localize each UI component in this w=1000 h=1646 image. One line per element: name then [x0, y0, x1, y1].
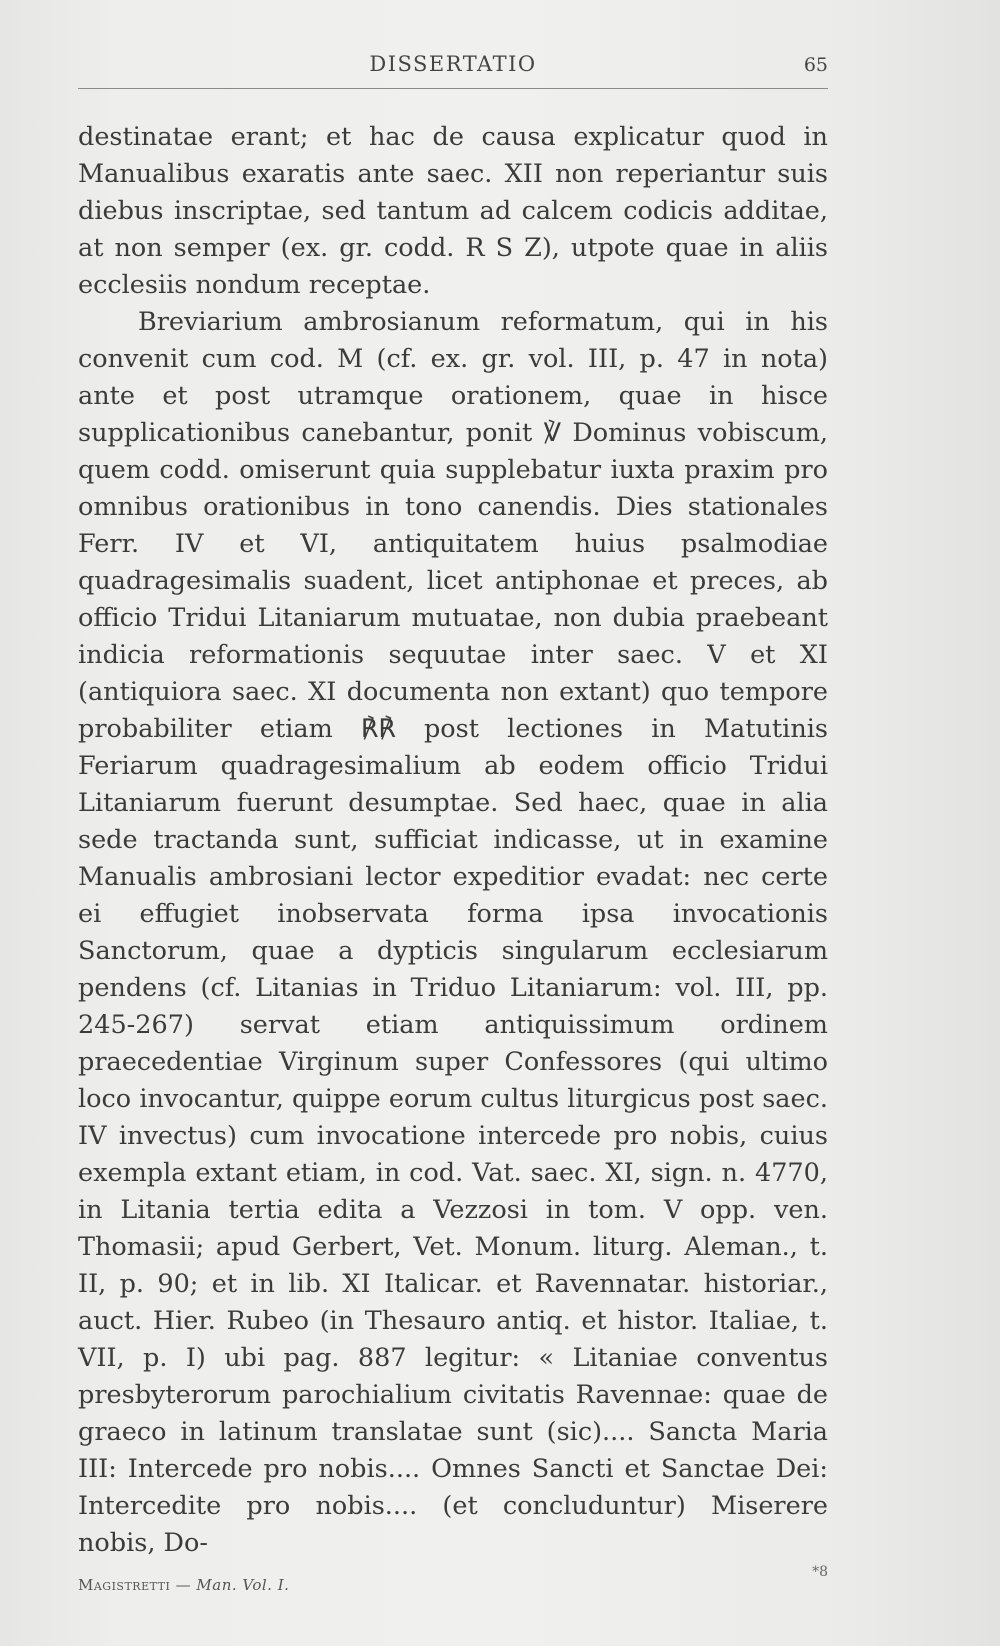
paragraph-2: Breviarium ambrosianum reformatum, qui in his convenit cum cod. M (cf. ex. gr. vol. III, p. 47 in nota) ante et post utramque orationem, quae in hisce supplicationibus canebantur, ponit ℣ Dominus vobiscum, quem codd. omiserunt quia supplebatur iuxta praxim pro omnibus orationibus in tono canendis. Dies stationales Ferr. IV et VI, antiquitatem huius psalmodiae quadragesimalis suadent, licet antiphonae et preces, ab officio Tridui Litaniarum mutuatae, non dubia praebeant indicia reformationis sequutae inter saec. V et XI (antiquiora saec. XI documenta non extant) quo tempore probabiliter etiam ℟℟ post lectiones in Matutinis Feriarum quadragesimalium ab eodem officio Tridui Litaniarum fuerunt desumptae. Sed haec, quae in alia sede tractanda sunt, sufficiat indicasse, ut in examine Manualis ambrosiani lector expeditior evadat: nec certe ei effugiet inobservata forma ipsa invocationis Sanctorum, quae a dypticis singularum ecclesiarum pendens (cf. Litanias in Triduo Litaniarum: vol. III, pp. 245-267) servat etiam antiquissimum ordinem praecedentiae Virginum super Confessores (qui ultimo loco invocantur, quippe eorum cultus liturgicus post saec. IV invectus) cum invocatione intercede pro nobis, cuius exempla extant etiam, in cod. Vat. saec. XI, sign. n. 4770, in Litania tertia edita a Vezzosi in tom. V opp. ven. Thomasii; apud Gerbert, Vet. Monum. liturg. Aleman., t. II, p. 90; et in lib. XI Italicar. et Ravennatar. historiar., auct. Hier. Rubeo (in Thesauro antiq. et histor. Italiae, t. VII, p. I) ubi pag. 887 legitur: « Litaniae conventus presbyterorum parochialium civitatis Ravennae: quae de graeco in latinum translatae sunt (sic).... Sancta Maria III: Intercede pro nobis.... Omnes Sancti et Sanctae Dei: Intercedite pro nobis.... (et concluduntur) Miserere nobis, Do-: [78, 307, 828, 1558]
running-head: [78, 48, 828, 89]
footer-author: Magistretti: [78, 1576, 171, 1594]
book-page: [78, 48, 828, 1594]
signature-mark: *8: [812, 1564, 828, 1580]
paragraph-1: destinatae erant; et hac de causa explicatur quod in Manualibus exaratis ante saec. XII non reperiantur suis diebus inscriptae, sed tantum ad calcem codicis additae, at non semper (ex. gr. codd. R S Z), utpote quae in aliis ecclesiis nondum receptae.: [78, 122, 828, 300]
footer-separator: —: [170, 1576, 197, 1594]
page-number: 65: [803, 54, 828, 76]
footer-work: Man. Vol. I.: [196, 1576, 290, 1594]
body-text: [78, 119, 828, 1562]
running-title: DISSERTATIO: [369, 52, 537, 76]
footer-note: [78, 1576, 828, 1594]
